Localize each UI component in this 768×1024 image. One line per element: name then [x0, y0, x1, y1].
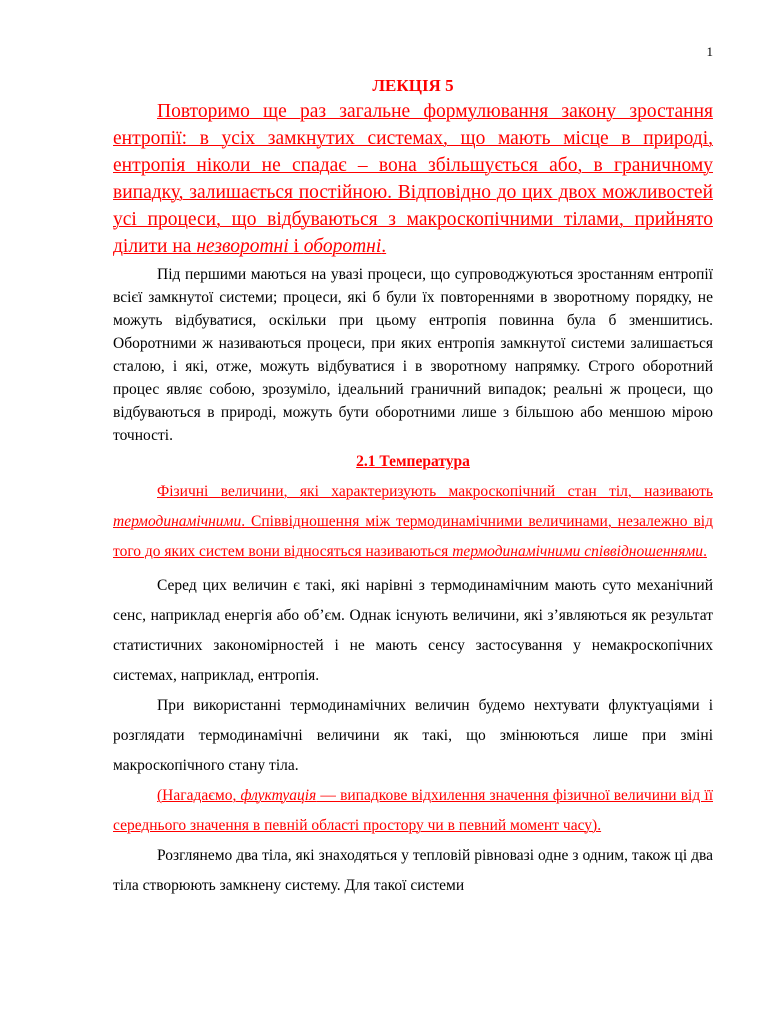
reminder-paragraph — [113, 781, 713, 841]
intro-end: . — [381, 236, 387, 257]
definition-term-thermodynamic: термодинамічними — [113, 513, 242, 530]
lecture-title: ЛЕКЦІЯ 5 — [372, 76, 454, 95]
reminder-text-1: (Нагадаємо, — [157, 787, 241, 804]
intro-term-irreversible: незворотні — [196, 236, 289, 257]
reminder-term-fluctuation: флуктуація — [240, 787, 317, 804]
section-heading: 2.1 Температура — [356, 453, 470, 470]
page-content — [113, 74, 713, 901]
page-number: 1 — [706, 44, 713, 59]
intro-paragraph — [113, 98, 713, 260]
intro-conjunction: і — [288, 236, 304, 257]
paragraph-two-bodies: Розглянемо два тіла, які знаходяться у тепловій рівновазі одне з одним, також ці два тіла створюють замкнену систему. Для такої системи — [113, 847, 713, 894]
definition-end: . — [703, 543, 707, 560]
definition-term-relations: термодинамічними співвідношеннями — [452, 543, 704, 560]
paragraph-quantities: Серед цих величин є такі, які нарівні з термодинамічним мають суто механічний сенс, наприклад енергія або об’єм. Однак існують величини, які з’являються як результат статистичних закономірностей і не мають сенсу застосування у немакроскопічних системах, наприклад, ентропія. — [113, 577, 713, 684]
definition-text-1: Фізичні величини, які характеризують макроскопічний стан тіл, називають — [157, 483, 713, 500]
definition-text-2: . Співвідношення між термодинамічними величинами, незалежно від того до яких систем вони відносяться називаються — [113, 513, 713, 560]
intro-text: Повторимо ще раз загальне формулювання закону зростання ентропії: в усіх замкнутих системах, що мають місце в природі, ентропія ніколи не спадає – вона збільшується або, в граничному випадку, залишається постійною. Відповідно до цих двох можливостей усі процеси, що відбуваються з макроскопічними тілами, прийнято ділити на — [113, 101, 713, 257]
paragraph-fluctuations: При використанні термодинамічних величин будемо нехтувати флуктуаціями і розглядати термодинамічні величини як такі, що змінюються лише при зміні макроскопічного стану тіла. — [113, 697, 713, 774]
paragraph-processes: Під першими маються на увазі процеси, що супроводжуються зростанням ентропії всієї замкнутої системи; процеси, які б були їх повтореннями в зворотному порядку, не можуть відбуватися, оскільки при цьому ентропія повинна була б зменшитись. Оборотними ж називаються процеси, при яких ентропія замкнутої системи залишається сталою, і які, отже, можуть відбуватися і в зворотному напрямку. Строго оборотний процес являє собою, зрозуміло, ідеальний граничний випадок; реальні ж процеси, що відбуваються в природі, можуть бути оборотними лише з більшою або меншою мірою точності. — [113, 266, 713, 444]
intro-term-reversible: оборотні — [303, 236, 382, 257]
reminder-text-2: — випадкове відхилення значення фізичної величини від її середнього значення в певній області простору чи в певний момент часу). — [113, 787, 713, 834]
definition-paragraph — [113, 477, 713, 567]
